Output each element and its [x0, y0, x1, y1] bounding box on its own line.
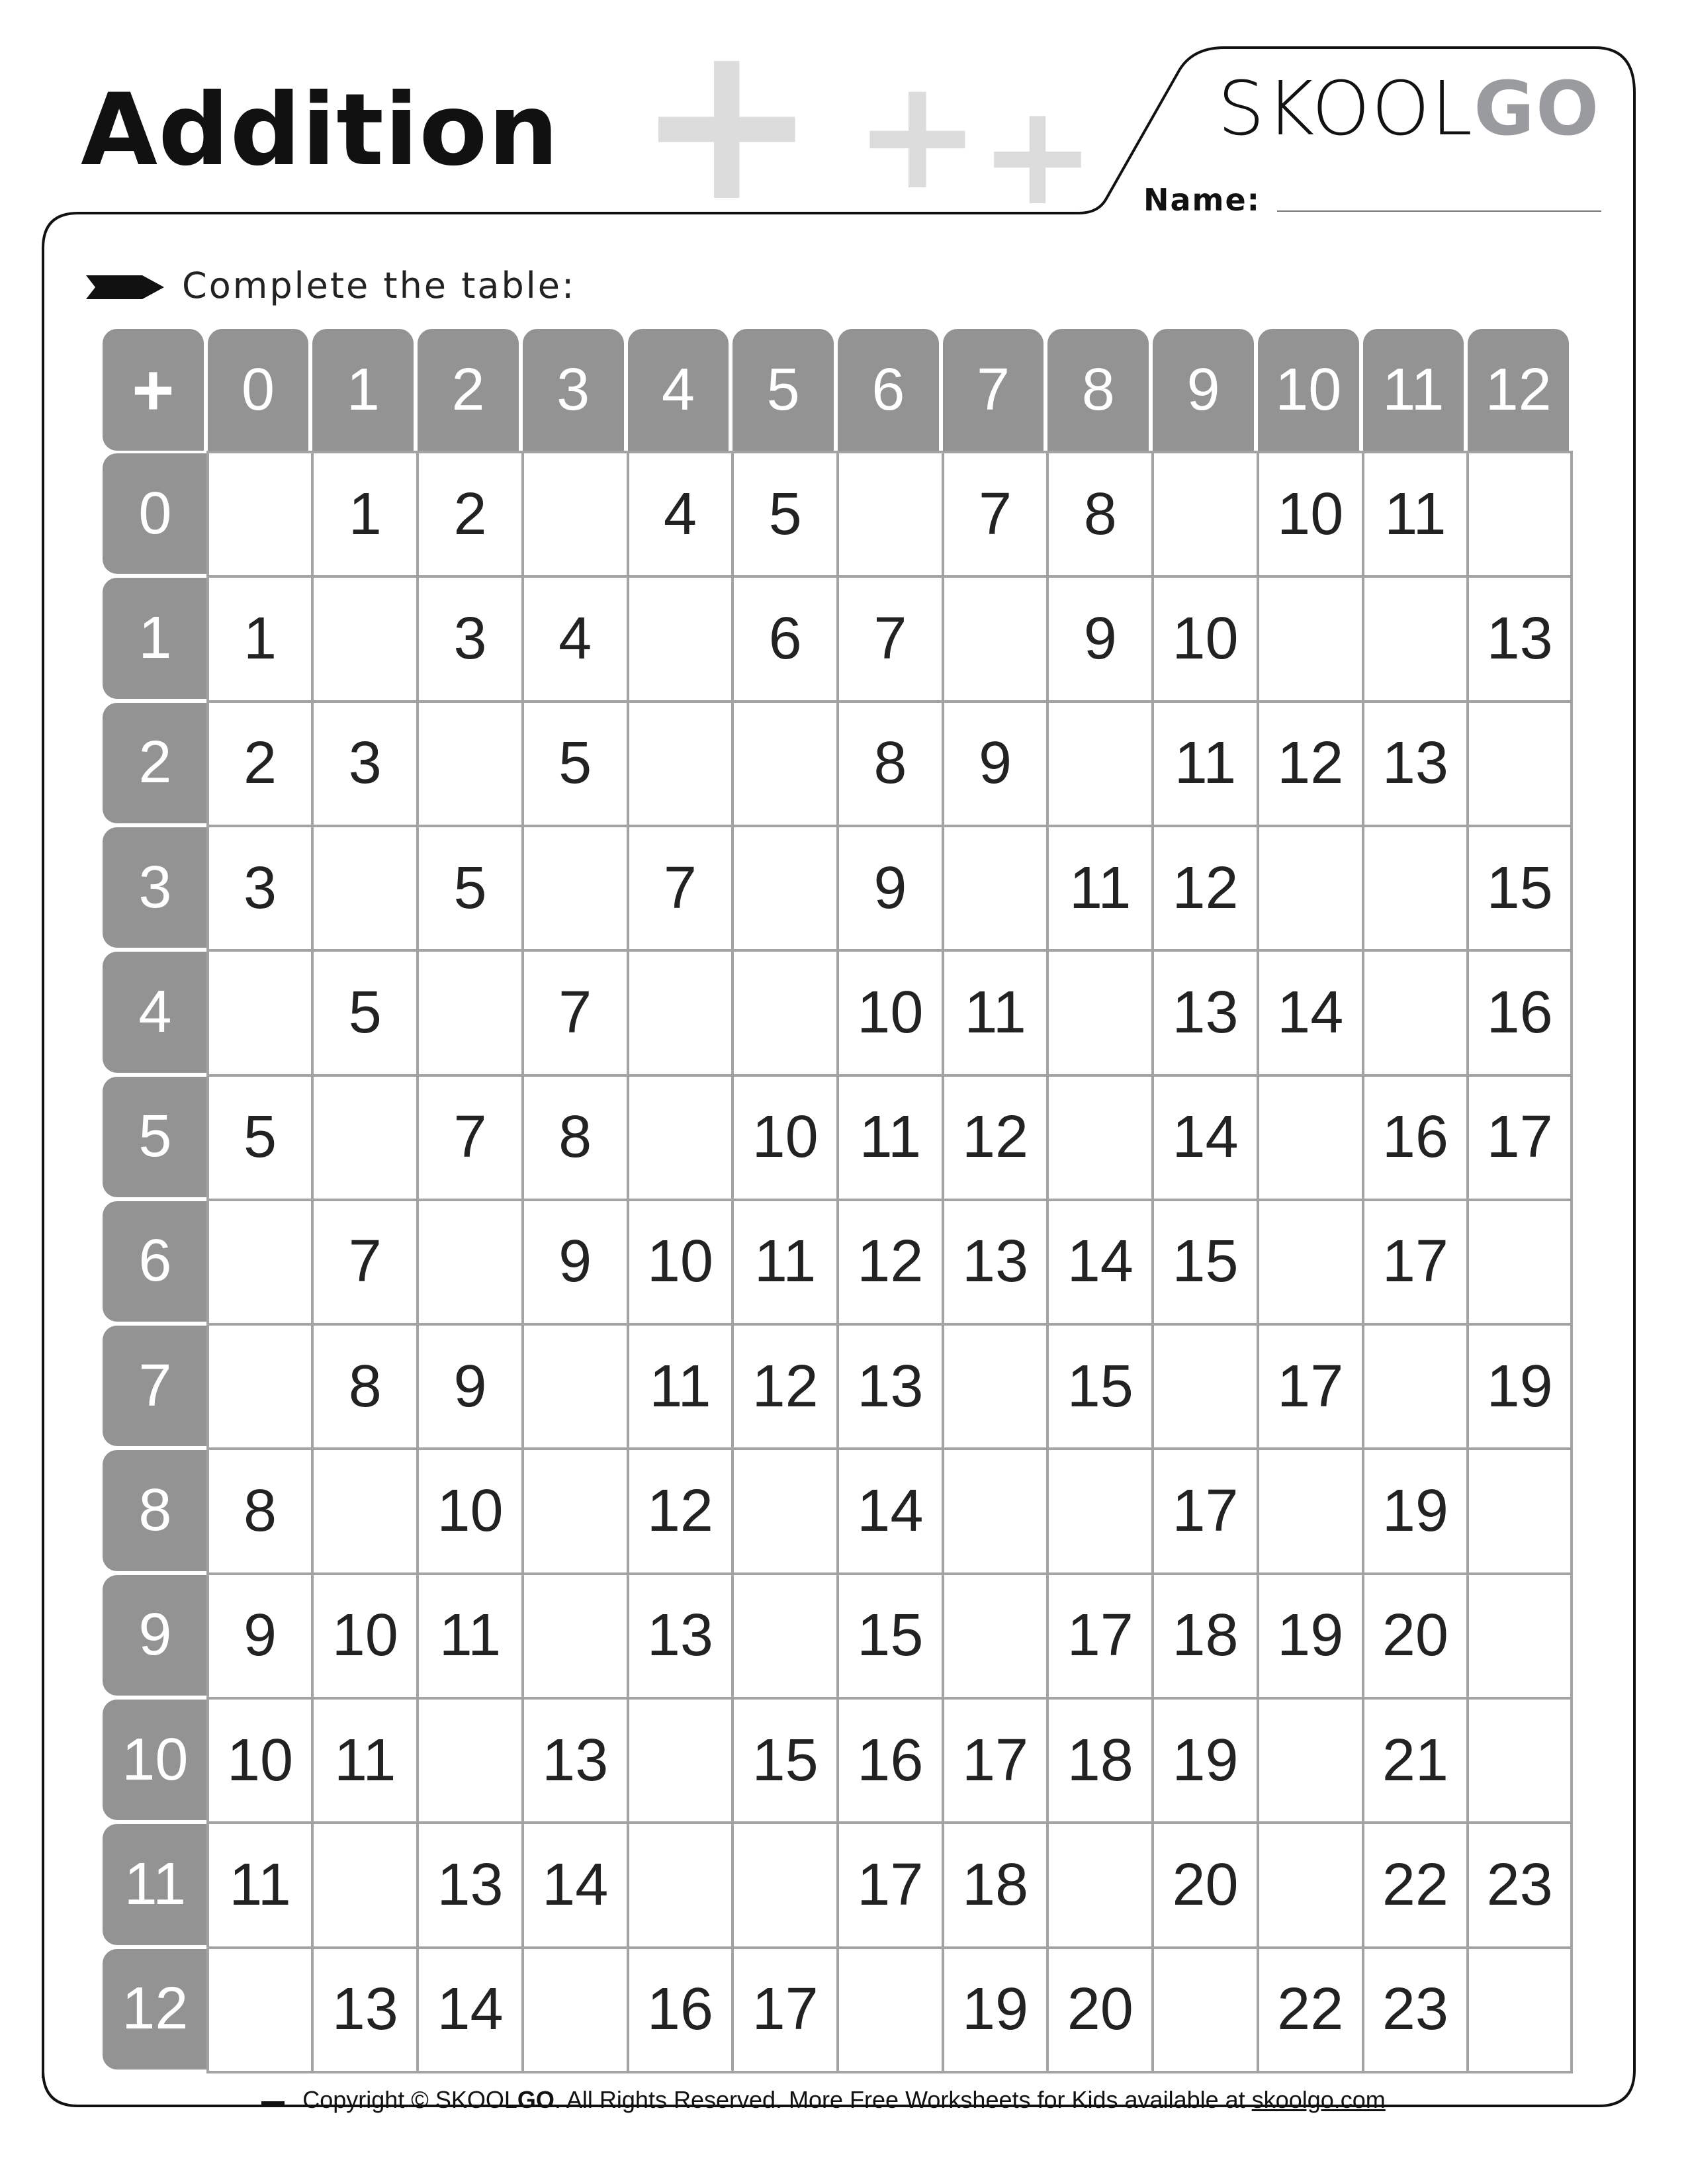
column-header: 8 [1047, 329, 1149, 451]
answer-cell-blank[interactable] [1151, 451, 1259, 578]
answer-cell[interactable]: 13 [1466, 575, 1573, 702]
answer-cell[interactable]: 8 [311, 1323, 419, 1450]
answer-cell[interactable]: 10 [1257, 451, 1364, 578]
answer-cell-blank[interactable] [627, 1697, 734, 1824]
answer-cell-blank[interactable] [836, 451, 944, 578]
answer-cell[interactable]: 12 [1151, 825, 1259, 952]
answer-cell-blank[interactable] [1257, 825, 1364, 952]
row-header: 5 [103, 1077, 208, 1197]
answer-cell[interactable]: 16 [836, 1697, 944, 1824]
answer-cell[interactable]: 13 [311, 1946, 419, 2073]
arrow-tag-icon [86, 273, 165, 302]
column-header: 9 [1153, 329, 1254, 451]
answer-cell[interactable]: 15 [1466, 825, 1573, 952]
answer-cell-blank[interactable] [627, 575, 734, 702]
answer-cell[interactable]: 15 [1046, 1323, 1154, 1450]
answer-cell[interactable]: 21 [1362, 1697, 1470, 1824]
answer-cell-blank[interactable] [206, 451, 314, 578]
answer-cell-blank[interactable] [942, 1323, 1049, 1450]
footer-brand: GO [517, 2086, 555, 2113]
answer-cell-blank[interactable] [1046, 1821, 1154, 1948]
answer-cell[interactable]: 9 [942, 700, 1049, 827]
answer-cell[interactable]: 8 [1046, 451, 1154, 578]
answer-cell-blank[interactable] [836, 1946, 944, 2073]
answer-cell[interactable]: 18 [1151, 1572, 1259, 1700]
answer-cell[interactable]: 3 [311, 700, 419, 827]
answer-cell-blank[interactable] [1257, 575, 1364, 702]
answer-cell-blank[interactable] [1046, 949, 1154, 1076]
answer-cell[interactable]: 15 [836, 1572, 944, 1700]
answer-cell-blank[interactable] [311, 825, 419, 952]
answer-cell[interactable]: 11 [942, 949, 1049, 1076]
answer-cell-blank[interactable] [1257, 1821, 1364, 1948]
answer-cell[interactable]: 10 [1151, 575, 1259, 702]
answer-cell-blank[interactable] [1466, 1199, 1573, 1326]
row-header: 9 [103, 1575, 208, 1696]
answer-cell[interactable]: 7 [836, 575, 944, 702]
answer-cell[interactable]: 5 [206, 1074, 314, 1201]
answer-cell[interactable]: 5 [731, 451, 839, 578]
answer-cell-blank[interactable] [206, 1323, 314, 1450]
answer-cell[interactable]: 2 [416, 451, 524, 578]
answer-cell[interactable]: 12 [836, 1199, 944, 1326]
answer-cell[interactable]: 11 [627, 1323, 734, 1450]
answer-cell-blank[interactable] [521, 1946, 629, 2073]
answer-cell[interactable]: 14 [1151, 1074, 1259, 1201]
answer-cell[interactable]: 5 [416, 825, 524, 952]
answer-cell-blank[interactable] [627, 1074, 734, 1201]
answer-cell-blank[interactable] [942, 575, 1049, 702]
answer-cell-blank[interactable] [311, 1074, 419, 1201]
answer-cell-blank[interactable] [521, 1447, 629, 1574]
answer-cell[interactable]: 17 [731, 1946, 839, 2073]
answer-cell-blank[interactable] [1466, 1572, 1573, 1700]
plus-decoration-large: + [635, 0, 819, 250]
answer-cell-blank[interactable] [521, 825, 629, 952]
logo-text-go: GO [1474, 66, 1601, 152]
answer-cell[interactable]: 7 [521, 949, 629, 1076]
answer-cell[interactable]: 10 [416, 1447, 524, 1574]
answer-cell-blank[interactable] [731, 825, 839, 952]
answer-cell[interactable]: 20 [1362, 1572, 1470, 1700]
answer-cell-blank[interactable] [1466, 1946, 1573, 2073]
answer-cell[interactable]: 10 [311, 1572, 419, 1700]
answer-cell[interactable]: 13 [416, 1821, 524, 1948]
row-header: 3 [103, 827, 208, 948]
answer-cell[interactable]: 22 [1257, 1946, 1364, 2073]
answer-cell[interactable]: 11 [836, 1074, 944, 1201]
answer-cell-blank[interactable] [1466, 451, 1573, 578]
operator-plus-icon: + [103, 329, 204, 451]
answer-cell-blank[interactable] [311, 1447, 419, 1574]
answer-cell[interactable]: 17 [836, 1821, 944, 1948]
answer-cell[interactable]: 10 [206, 1697, 314, 1824]
answer-cell[interactable]: 7 [942, 451, 1049, 578]
answer-cell-blank[interactable] [627, 1821, 734, 1948]
page-title: Addition [81, 73, 560, 188]
name-label: Name: [1143, 182, 1261, 218]
footer-copyright [0, 2086, 1688, 2114]
answer-cell[interactable]: 20 [1151, 1821, 1259, 1948]
answer-cell[interactable]: 13 [1151, 949, 1259, 1076]
column-header: 0 [208, 329, 309, 451]
answer-cell-blank[interactable] [942, 1447, 1049, 1574]
answer-cell[interactable]: 18 [942, 1821, 1049, 1948]
answer-cell-blank[interactable] [1046, 1447, 1154, 1574]
answer-cell[interactable]: 14 [416, 1946, 524, 2073]
row-header: 12 [103, 1949, 208, 2070]
answer-cell[interactable]: 11 [731, 1199, 839, 1326]
answer-cell[interactable]: 16 [1362, 1074, 1470, 1201]
answer-cell[interactable]: 11 [311, 1697, 419, 1824]
skoolgo-logo [1218, 66, 1600, 152]
answer-cell[interactable]: 6 [731, 575, 839, 702]
answer-cell[interactable]: 17 [1046, 1572, 1154, 1700]
answer-cell[interactable]: 9 [206, 1572, 314, 1700]
column-header: 5 [733, 329, 834, 451]
answer-cell-blank[interactable] [311, 1821, 419, 1948]
answer-cell-blank[interactable] [627, 949, 734, 1076]
answer-cell[interactable]: 15 [1151, 1199, 1259, 1326]
answer-cell-blank[interactable] [731, 949, 839, 1076]
answer-cell[interactable]: 12 [731, 1323, 839, 1450]
answer-cell[interactable]: 5 [311, 949, 419, 1076]
column-header: 2 [418, 329, 519, 451]
answer-cell[interactable]: 8 [206, 1447, 314, 1574]
answer-cell[interactable]: 19 [1257, 1572, 1364, 1700]
answer-cell[interactable]: 17 [1151, 1447, 1259, 1574]
answer-cell-blank[interactable] [1362, 825, 1470, 952]
answer-cell-blank[interactable] [627, 700, 734, 827]
row-header: 7 [103, 1326, 208, 1446]
answer-cell[interactable]: 17 [1362, 1199, 1470, 1326]
answer-cell-blank[interactable] [1151, 1323, 1259, 1450]
answer-cell[interactable]: 18 [1046, 1697, 1154, 1824]
answer-cell[interactable]: 14 [521, 1821, 629, 1948]
answer-cell-blank[interactable] [1466, 1697, 1573, 1824]
answer-cell[interactable]: 14 [1257, 949, 1364, 1076]
answer-cell[interactable]: 12 [1257, 700, 1364, 827]
plus-decoration-medium: + [854, 47, 981, 224]
answer-cell[interactable]: 10 [627, 1199, 734, 1326]
answer-cell-blank[interactable] [521, 1323, 629, 1450]
answer-cell[interactable]: 16 [627, 1946, 734, 2073]
column-header: 3 [523, 329, 624, 451]
answer-cell-blank[interactable] [1257, 1199, 1364, 1326]
answer-cell[interactable]: 4 [521, 575, 629, 702]
answer-cell[interactable]: 4 [627, 451, 734, 578]
answer-cell[interactable]: 9 [521, 1199, 629, 1326]
column-header: 11 [1363, 329, 1464, 451]
answer-cell-blank[interactable] [1362, 1323, 1470, 1450]
answer-cell[interactable]: 8 [521, 1074, 629, 1201]
answer-cell[interactable]: 12 [627, 1447, 734, 1574]
answer-cell-blank[interactable] [206, 1946, 314, 2073]
addition-table [103, 329, 1573, 2071]
answer-cell-blank[interactable] [942, 825, 1049, 952]
answer-cell[interactable]: 19 [1151, 1697, 1259, 1824]
answer-cell[interactable]: 19 [1362, 1447, 1470, 1574]
answer-cell[interactable]: 5 [521, 700, 629, 827]
answer-cell-blank[interactable] [731, 1572, 839, 1700]
answer-cell[interactable]: 23 [1362, 1946, 1470, 2073]
footer-text: . All Rights Reserved. More Free Worksheets for Kids available at [554, 2086, 1252, 2113]
answer-cell-blank[interactable] [1046, 1074, 1154, 1201]
answer-cell[interactable]: 13 [521, 1697, 629, 1824]
answer-cell[interactable]: 7 [311, 1199, 419, 1326]
answer-cell-blank[interactable] [1362, 949, 1470, 1076]
answer-cell-blank[interactable] [521, 1572, 629, 1700]
answer-cell[interactable]: 11 [1046, 825, 1154, 952]
answer-cell[interactable]: 19 [1466, 1323, 1573, 1450]
answer-cell[interactable]: 19 [942, 1946, 1049, 2073]
answer-cell[interactable]: 16 [1466, 949, 1573, 1076]
column-header: 12 [1468, 329, 1569, 451]
answer-cell-blank[interactable] [1362, 575, 1470, 702]
answer-cell-blank[interactable] [206, 949, 314, 1076]
answer-cell[interactable]: 17 [1257, 1323, 1364, 1450]
answer-cell[interactable]: 9 [836, 825, 944, 952]
answer-cell-blank[interactable] [1046, 700, 1154, 827]
answer-cell-blank[interactable] [731, 1821, 839, 1948]
answer-cell[interactable]: 10 [731, 1074, 839, 1201]
answer-cell-blank[interactable] [521, 451, 629, 578]
name-input-line[interactable] [1277, 210, 1601, 212]
row-header: 8 [103, 1450, 208, 1570]
column-header: 4 [628, 329, 729, 451]
answer-cell-blank[interactable] [416, 700, 524, 827]
answer-cell-blank[interactable] [731, 1447, 839, 1574]
instruction-text: Complete the table: [182, 265, 576, 306]
answer-cell-blank[interactable] [1466, 700, 1573, 827]
column-header: 1 [312, 329, 414, 451]
answer-cell[interactable]: 7 [416, 1074, 524, 1201]
answer-cell[interactable]: 7 [627, 825, 734, 952]
answer-cell[interactable]: 13 [942, 1199, 1049, 1326]
answer-cell-blank[interactable] [731, 700, 839, 827]
answer-cell-blank[interactable] [311, 575, 419, 702]
answer-cell[interactable]: 12 [942, 1074, 1049, 1201]
answer-cell-blank[interactable] [942, 1572, 1049, 1700]
answer-cell[interactable]: 9 [416, 1323, 524, 1450]
answer-cell[interactable]: 20 [1046, 1946, 1154, 2073]
column-header: 6 [838, 329, 939, 451]
row-header: 0 [103, 453, 208, 574]
answer-cell[interactable]: 1 [206, 575, 314, 702]
answer-cell[interactable]: 14 [1046, 1199, 1154, 1326]
row-header: 1 [103, 578, 208, 698]
row-header: 10 [103, 1700, 208, 1820]
footer-prefix: Copyright © SKOOL [302, 2086, 517, 2113]
answer-cell[interactable]: 1 [311, 451, 419, 578]
row-header: 2 [103, 703, 208, 823]
answer-cell[interactable]: 10 [836, 949, 944, 1076]
answer-cell[interactable]: 13 [627, 1572, 734, 1700]
answer-cell[interactable]: 13 [836, 1323, 944, 1450]
answer-cell-blank[interactable] [1466, 1447, 1573, 1574]
answer-cell-blank[interactable] [1257, 1697, 1364, 1824]
plus-decoration-small: + [979, 74, 1096, 236]
answer-cell-blank[interactable] [416, 1199, 524, 1326]
answer-cell[interactable]: 11 [1151, 700, 1259, 827]
row-header: 11 [103, 1824, 208, 1944]
answer-cell-blank[interactable] [1151, 1946, 1259, 2073]
column-header: 10 [1258, 329, 1359, 451]
answer-cell-blank[interactable] [1257, 1074, 1364, 1201]
answer-cell[interactable]: 17 [942, 1697, 1049, 1824]
footer-link[interactable]: skoolgo.com [1251, 2086, 1386, 2113]
answer-cell[interactable]: 11 [1362, 451, 1470, 578]
answer-cell[interactable]: 9 [1046, 575, 1154, 702]
answer-cell-blank[interactable] [416, 1697, 524, 1824]
answer-cell[interactable]: 15 [731, 1697, 839, 1824]
answer-cell[interactable]: 23 [1466, 1821, 1573, 1948]
answer-cell[interactable]: 22 [1362, 1821, 1470, 1948]
answer-cell[interactable]: 2 [206, 700, 314, 827]
answer-cell[interactable]: 14 [836, 1447, 944, 1574]
answer-cell-blank[interactable] [416, 949, 524, 1076]
answer-cell[interactable]: 3 [416, 575, 524, 702]
answer-cell[interactable]: 3 [206, 825, 314, 952]
answer-cell-blank[interactable] [206, 1199, 314, 1326]
answer-cell[interactable]: 17 [1466, 1074, 1573, 1201]
column-header: 7 [943, 329, 1044, 451]
answer-cell[interactable]: 8 [836, 700, 944, 827]
answer-cell[interactable]: 11 [416, 1572, 524, 1700]
answer-cell[interactable]: 11 [206, 1821, 314, 1948]
logo-text: SKOOL [1218, 66, 1474, 152]
row-header: 6 [103, 1201, 208, 1322]
answer-cell-blank[interactable] [1257, 1447, 1364, 1574]
answer-cell[interactable]: 13 [1362, 700, 1470, 827]
row-header: 4 [103, 952, 208, 1072]
